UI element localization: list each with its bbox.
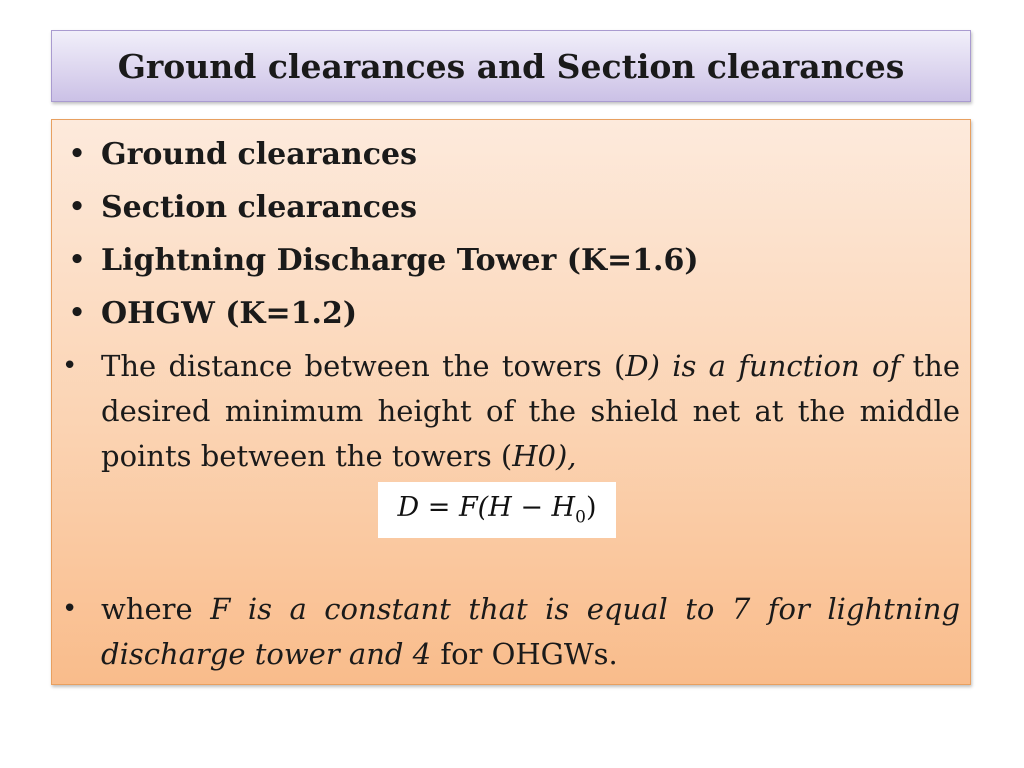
formula-row [62, 479, 960, 587]
bullet-lightning-tower [62, 234, 960, 287]
paragraph-text [101, 592, 960, 671]
bullet-icon: • [68, 139, 86, 169]
bullet-icon: • [68, 192, 86, 222]
bullet-icon: • [62, 351, 78, 381]
bullet-icon: • [68, 298, 86, 328]
bullet-icon: • [62, 594, 78, 624]
bullet-ohgw [62, 287, 960, 340]
bullet-text: OHGW (K=1.2) [101, 296, 358, 331]
paragraph-part: for OHGWs. [431, 637, 618, 671]
formula-rhs: ) [585, 492, 597, 524]
formula-lhs: D = F(H − H [397, 492, 576, 524]
bullet-text: Ground clearances [101, 137, 417, 172]
paragraph-part: where [101, 592, 211, 626]
bullet-text: Lightning Discharge Tower (K=1.6) [101, 243, 699, 278]
paragraph-italic: F is a constant that is equal to 7 for lightning discharge tower and 4 [101, 592, 961, 671]
title-box [51, 30, 971, 102]
paragraph-text [101, 349, 960, 473]
bullet-icon: • [68, 245, 86, 275]
bullet-section-clearances [62, 181, 960, 234]
paragraph-part: the desired minimum height of the shield net at the middle points between the towers ( [101, 349, 960, 473]
bullet-ground-clearances [62, 128, 960, 181]
bullet-constant-paragraph [62, 587, 960, 677]
bullet-distance-paragraph [62, 344, 960, 479]
formula-subscript: 0 [575, 507, 586, 528]
slide-title: Ground clearances and Section clearances [117, 46, 905, 86]
formula-image [378, 482, 616, 538]
bullet-text: Section clearances [101, 190, 418, 225]
formula [398, 492, 597, 527]
paragraph-part: The distance between the towers ( [101, 349, 626, 383]
content-box [51, 119, 971, 685]
bullet-list [62, 128, 960, 479]
bullet-list-2 [62, 587, 960, 677]
paragraph-italic: D) is a function of [625, 349, 901, 383]
paragraph-italic: H0), [512, 439, 577, 473]
